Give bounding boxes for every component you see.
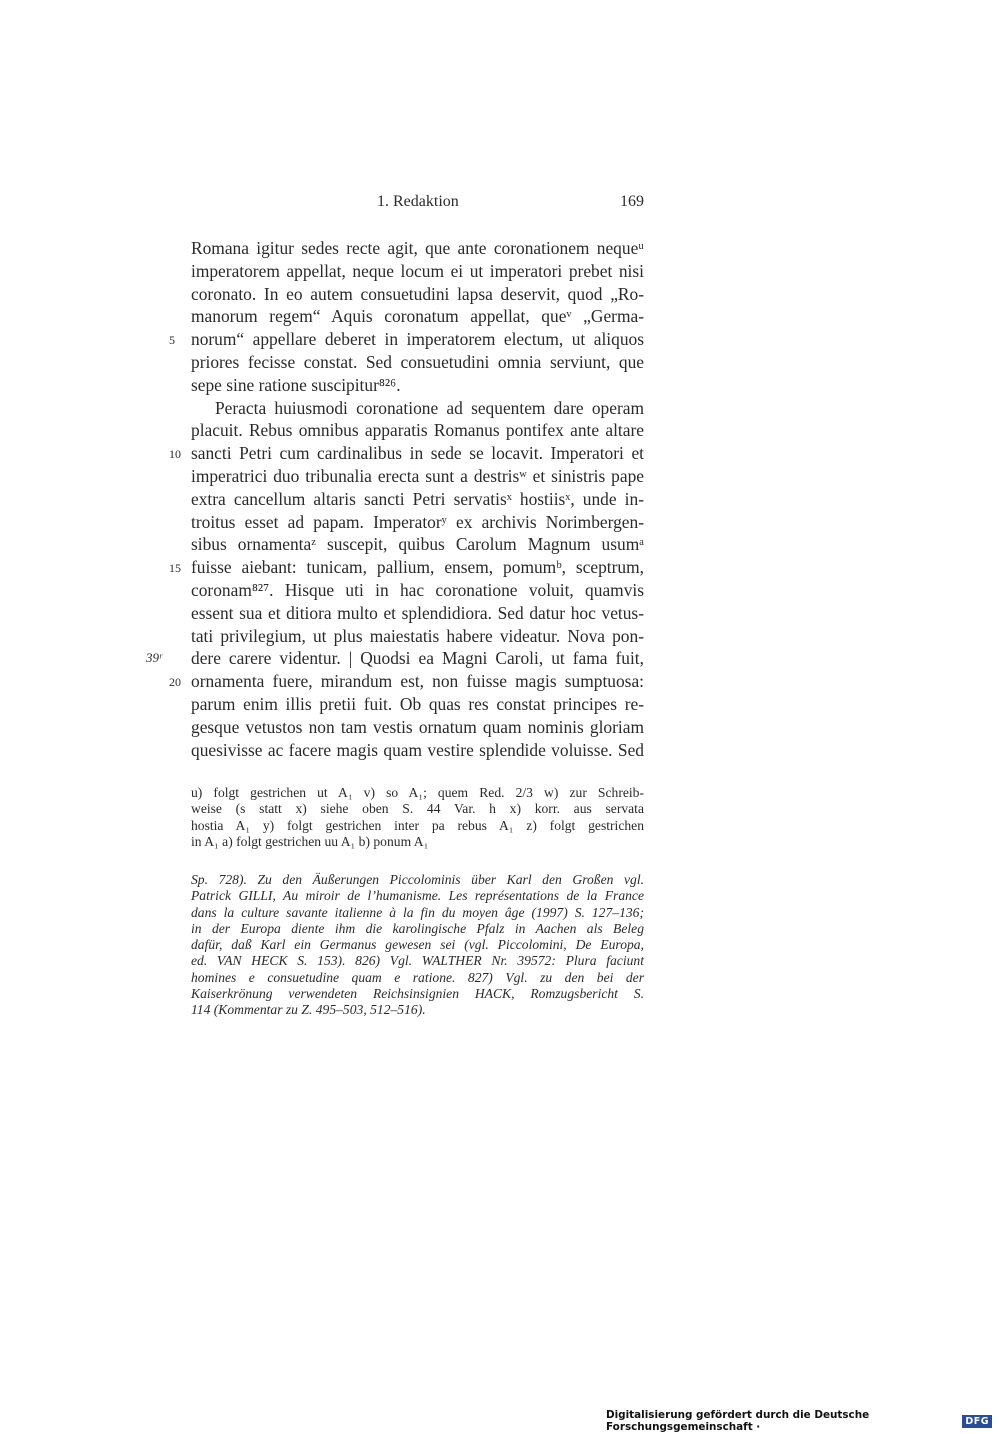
text-line (191, 465, 644, 488)
line-text: quesivisse ac facere magis quam vestire splendide voluisse. Sed (191, 739, 644, 760)
line-text: norum“ appellare deberet in imperatorem electum, ut aliquos (191, 329, 644, 350)
apparatus-line: hostia A₁ y) folgt gestrichen inter pa rebus A₁ z) folgt gestrichen (191, 817, 644, 833)
line-text: placuit. Rebus omnibus apparatis Romanus pontifex ante altare (191, 420, 644, 441)
line-text: troitus esset ad papam. Imperatorʸ ex archivis Norimbergen- (191, 511, 644, 532)
line-text: sepe sine ratione suscipitur⁸²⁶. (191, 374, 401, 395)
line-text: dere carere videntur. | Quodsi ea Magni Caroli, ut fama fuit, (191, 648, 644, 669)
text-line (191, 625, 644, 648)
line-text: tati privilegium, ut plus maiestatis habere videatur. Nova pon- (191, 625, 644, 646)
text-line (169, 670, 644, 693)
text-line (191, 305, 644, 328)
text-line (191, 602, 644, 625)
apparatus-line: weise (s statt x) siehe oben S. 44 Var. h x) korr. aus servata (191, 801, 644, 817)
text-line (191, 579, 644, 602)
folio-mark: 39ʳ (146, 650, 162, 666)
line-text: gesque vetustos non tam vestis ornatum quam nominis gloriam (191, 716, 644, 737)
line-text: sancti Petri cum cardinalibus in sede se locavit. Imperatori et (191, 443, 644, 464)
line-text: fuisse aiebant: tunicam, pallium, ensem, pomumᵇ, sceptrum, (191, 557, 644, 578)
text-line (191, 533, 644, 556)
line-text: ornamenta fuere, mirandum est, non fuisse magis sumptuosa: (191, 671, 644, 692)
commentary-line: homines e consuetudine quam e ratione. 827) Vgl. zu den bei der (191, 969, 644, 985)
text-line (191, 237, 644, 260)
commentary-line: dans la culture savante italienne à la fin du moyen âge (1997) S. 127–136; (191, 904, 644, 920)
commentary-line: Sp. 728). Zu den Äußerungen Piccolominis über Karl den Großen vgl. (191, 872, 644, 887)
line-text: coronam⁸²⁷. Hisque uti in hac coronatione voluit, quamvis (191, 579, 644, 600)
line-number: 10 (169, 447, 181, 462)
dfg-logo: DFG (962, 1415, 992, 1428)
line-number: 5 (169, 333, 175, 348)
text-line (191, 374, 644, 397)
line-text: sibus ornamentaᶻ suscepit, quibus Carolum Magnum usumᵃ (191, 534, 644, 555)
dfg-footer (606, 1409, 992, 1433)
line-text: manorum regem“ Aquis coronatum appellat, queᵛ „Germa- (191, 306, 644, 327)
text-line (191, 739, 644, 762)
line-text: essent sua et ditiora multo et splendidiora. Sed datur hoc vetus- (191, 602, 644, 623)
line-text: parum enim illis pretii fuit. Ob quas res constat principes re- (191, 693, 644, 714)
line-text: priores fecisse constat. Sed consuetudini omnia serviunt, que (191, 351, 644, 372)
page-header (191, 191, 644, 217)
commentary-notes (191, 872, 644, 1019)
text-line (191, 351, 644, 374)
line-text: imperatrici duo tribunalia erecta sunt a destrisʷ et sinistris pape (191, 465, 644, 486)
text-line (169, 328, 644, 351)
critical-apparatus (191, 785, 644, 850)
apparatus-line: u) folgt gestrichen ut A₁ v) so A₁; quem Red. 2/3 w) zur Schreib- (191, 785, 644, 800)
text-line (191, 419, 644, 442)
funding-notice: Digitalisierung gefördert durch die Deutsche Forschungsgemeinschaft · (606, 1409, 870, 1433)
line-number: 20 (169, 675, 181, 690)
line-number: 15 (169, 561, 181, 576)
page-number: 169 (620, 193, 644, 210)
text-line (191, 716, 644, 739)
line-text: Peracta huiusmodi coronatione ad sequentem dare operam (215, 397, 644, 418)
commentary-line: ed. VAN HECK S. 153). 826) Vgl. WALTHER Nr. 39572: Plura faciunt (191, 953, 644, 969)
text-line (191, 488, 644, 511)
line-text: Romana igitur sedes recte agit, que ante coronationem nequeᵘ (191, 238, 644, 258)
line-text: coronato. In eo autem consuetudini lapsa deservit, quod „Ro- (191, 283, 644, 304)
text-line (169, 442, 644, 465)
running-head: 1. Redaktion (377, 193, 459, 210)
commentary-line: Patrick GILLI, Au miroir de l’humanisme. Les représentations de la France (191, 888, 644, 904)
text-line (191, 511, 644, 534)
commentary-line: Kaiserkrönung verwendeten Reichsinsignien HACK, Romzugsbericht S. (191, 986, 644, 1002)
text-line (191, 397, 644, 420)
text-line (191, 260, 644, 283)
text-line (191, 693, 644, 716)
text-line (169, 556, 644, 579)
text-line (146, 647, 644, 670)
text-line (191, 283, 644, 306)
commentary-line: in der Europa diente ihm die karolingische Pfalz in Aachen als Beleg (191, 920, 644, 936)
line-text: imperatorem appellat, neque locum ei ut imperatori prebet nisi (191, 260, 644, 281)
commentary-line: dafür, daß Karl ein Germanus gewesen sei (vgl. Piccolomini, De Europa, (191, 937, 644, 953)
apparatus-line: in A₁ a) folgt gestrichen uu A₁ b) ponum A₁ (191, 833, 429, 849)
commentary-line: 114 (Kommentar zu Z. 495–503, 512–516). (191, 1002, 426, 1018)
main-text (146, 237, 644, 761)
line-text: extra cancellum altaris sancti Petri servatisˣ hostiisˣ, unde in- (191, 488, 644, 509)
